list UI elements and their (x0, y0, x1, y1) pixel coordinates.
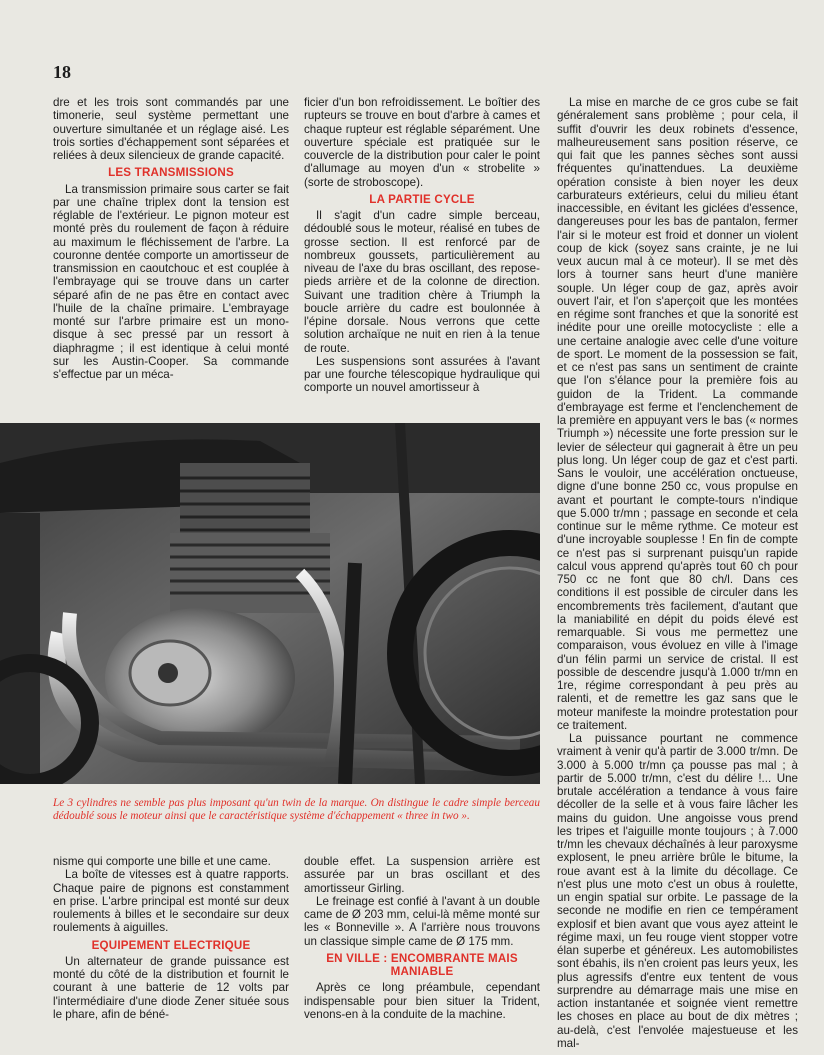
paragraph: Il s'agit d'un cadre simple berceau, dédoublé sous le moteur, réalisé en tubes de grosse section. Il est renforcé par de nombreux goussets, particulièrement au niveau de l'axe du bras oscillant, des repose-pieds arrière et de la colonne de direction. Suivant une tradition chère à Triumph la boucle arrière du cadre est boulonnée à l'épine dorsale. Nous verrons que cette solution archaïque ne nuit en rien à la tenue de route. (304, 209, 540, 355)
page-number: 18 (53, 62, 71, 82)
paragraph: Le freinage est confié à l'avant à un double came de Ø 203 mm, celui-là même monté sur les « Bonneville ». A l'arrière nous trouvons un classique simple came de Ø 175 mm. (304, 894, 540, 948)
motorcycle-engine-photo (0, 423, 540, 784)
paragraph: nisme qui comporte une bille et une came. (53, 855, 271, 868)
paragraph: dre et les trois sont commandés par une timonerie, seul système permettant une ouverture simultanée et un réglage aisé. Les trois sorties d'échappement sont séparées et reliées à deux silencieux de grande capacité. (53, 96, 289, 162)
paragraph: Les suspensions sont assurées à l'avant par une fourche télescopique hydraulique qui comporte un nouvel amortisseur à (304, 354, 540, 395)
paragraph: La transmission primaire sous carter se fait par une chaîne triplex dont la tension est réglable de l'extérieur. Le pignon moteur est monté près du roulement de façon à réduire au maximum le fléchissement de l'arbre. La couronne dentée comporte un amortisseur de transmission en caoutchouc et est couplée à l'embrayage qui se trouve dans un carter séparé afin de ne pas être en contact avec l'huile de la chaîne primaire. L'embrayage monté sur l'arbre primaire est un mono-disque à sec pressé par un ressort à diaphragme ; il est identique à celui monté sur les Austin-Cooper. Sa commande s'effectue par un méca- (53, 182, 289, 381)
paragraph: Après ce long préambule, cependant indispensable pour bien situer la Trident, venons-en à la conduite de la machine. (304, 981, 540, 1021)
column-1-bottom (53, 855, 289, 1021)
paragraph: La mise en marche de ce gros cube se fait généralement sans problème ; pour cela, il suffit d'ouvrir les deux robinets d'essence, malheureusement sans position réserve, ce qui fait que les pannes sèches sont aussi fréquentes qu'inattendues. La deuxième opération consiste à bien noyer les deux carburateurs extérieurs, celui du milieu étant inaccessible, en évitant les giclées d'essence, dangereuses pour les bas de pantalon, fermer l'air si le moteur est froid et donner un violent coup de kick (soyez sans crainte, je ne lui veux aucun mal à ce moteur). Il se met dès lors à tourner sans heurt d'une manière souple. Un léger coup de gaz, après avoir ouvert l'air, et l'on s'aperçoit que les montées en régime sont franches et que la sonorité est inédite pour une oreille motocycliste : elle a une certaine analogie avec celle d'une voiture de sport. Le moment de la possession se fait, et ce n'est pas sans un sentiment de crainte que l'on s'élance pour la première fois au guidon de la Trident. La commande d'embrayage est ferme et l'enclenchement de la première en appuyant vers le bas (« normes Triumph ») nécessite une forte pression sur le levier de sélecteur qui gagnerait à être un peu plus long. Un léger coup de gaz et c'est parti. Sans le vouloir, une accélération onctueuse, digne d'une bonne 250 cc, vous propulse en avant et pourtant le compte-tours n'indique que 5.000 tr/mn ; passage en seconde et cela continue sur le même rythme. Ce moteur est d'une incroyable souplesse ! En fin de compte ce n'est pas si surprenant puisqu'un rapide calcul vous apprend qu'après tout 60 ch pour 750 cc ne font que 80 ch/l. Dans ces conditions il est possible de circuler dans les encombrements très facilement, d'autant que la maniabilité en dépit du poids élevé est remarquable. Si vous me permettez une comparaison, vous évoluez en ville à l'image d'un félin parmi un service de cristal. Il est possible de descendre jusqu'à 1.000 tr/mn en 1re, régime correspondant à peu près au ralenti, et de remettre les gaz sans que le moteur manifeste la moindre protestation pour ce traitement. (557, 96, 798, 732)
paragraph: Un alternateur de grande puissance est monté du côté de la distribution et fournit le courant à une batterie de 12 volts par l'intermédiaire d'une diode Zener située sous le phare, afin de béné- (53, 954, 289, 1021)
paragraph: La boîte de vitesses est à quatre rapports. Chaque paire de pignons est constamment en prise. L'arbre principal est monté sur deux roulements à billes et le secondaire sur deux roulements à aiguilles. (53, 868, 289, 935)
paragraph: double effet. La suspension arrière est assurée par un bras oscillant et des amortisseur Girling. (304, 855, 540, 895)
section-heading-transmissions: LES TRANSMISSIONS (108, 166, 234, 180)
column-3 (557, 96, 798, 1050)
column-2-bottom (304, 855, 540, 1021)
column-2-top (304, 96, 540, 395)
paragraph: ficier d'un bon refroidissement. Le boîtier des rupteurs se trouve en bout d'arbre à cames et chaque rupteur est réglable séparément. Une ouverture spéciale est pratiquée sur le couvercle de la distribution pour caler le point d'allumage au moyen d'un « strobelite » (sorte de stroboscope). (304, 96, 540, 189)
column-1-top (53, 96, 289, 381)
photo-caption: Le 3 cylindres ne semble pas plus imposant qu'un twin de la marque. On distingue le cadre simple berceau dédoublé sous le moteur ainsi que le caractéristique système d'échappement « three in two ». (53, 797, 540, 822)
section-heading-partie-cycle: LA PARTIE CYCLE (369, 192, 475, 206)
paragraph: La puissance pourtant ne commence vraiment à venir qu'à partir de 3.000 tr/mn. De 3.000 à 5.000 tr/mn ça pousse pas mal ; à partir de 5.000 tr/mn, c'est du délire !... Une brutale accélération a tendance à vous faire décoller de la selle et à vous faire lâcher les mains du guidon. Une angoisse vous prend les tripes et l'aiguille monte toujours ; à 7.000 tr/mn les chevaux déchaînés à leur paroxysme explosent, le pneu arrière brûle le bitume, la roue avant est à la limite du décollage. Ce n'est plus une moto c'est un obus à roulette, un engin spatial sur orbite. Le passage de la seconde ne modifie en rien ce tempérament explosif et bien avant que vous ayez atteint le régime maxi, un feu rouge vient stopper votre élan superbe et généreux. Les automobilistes sont ébahis, ils n'en croient pas leurs yeux, les plus agressifs d'entre eux tentent de vous surprendre au démarrage mais une mise en action instantanée et soignée vient remettre les choses en place au bout de dix mètres ; au-delà, c'est l'envolée majestueuse et les mal- (557, 732, 798, 1050)
section-heading-en-ville: EN VILLE : ENCOMBRANTE MAIS MANIABLE (326, 951, 518, 978)
section-heading-equipement: EQUIPEMENT ELECTRIQUE (91, 938, 251, 952)
